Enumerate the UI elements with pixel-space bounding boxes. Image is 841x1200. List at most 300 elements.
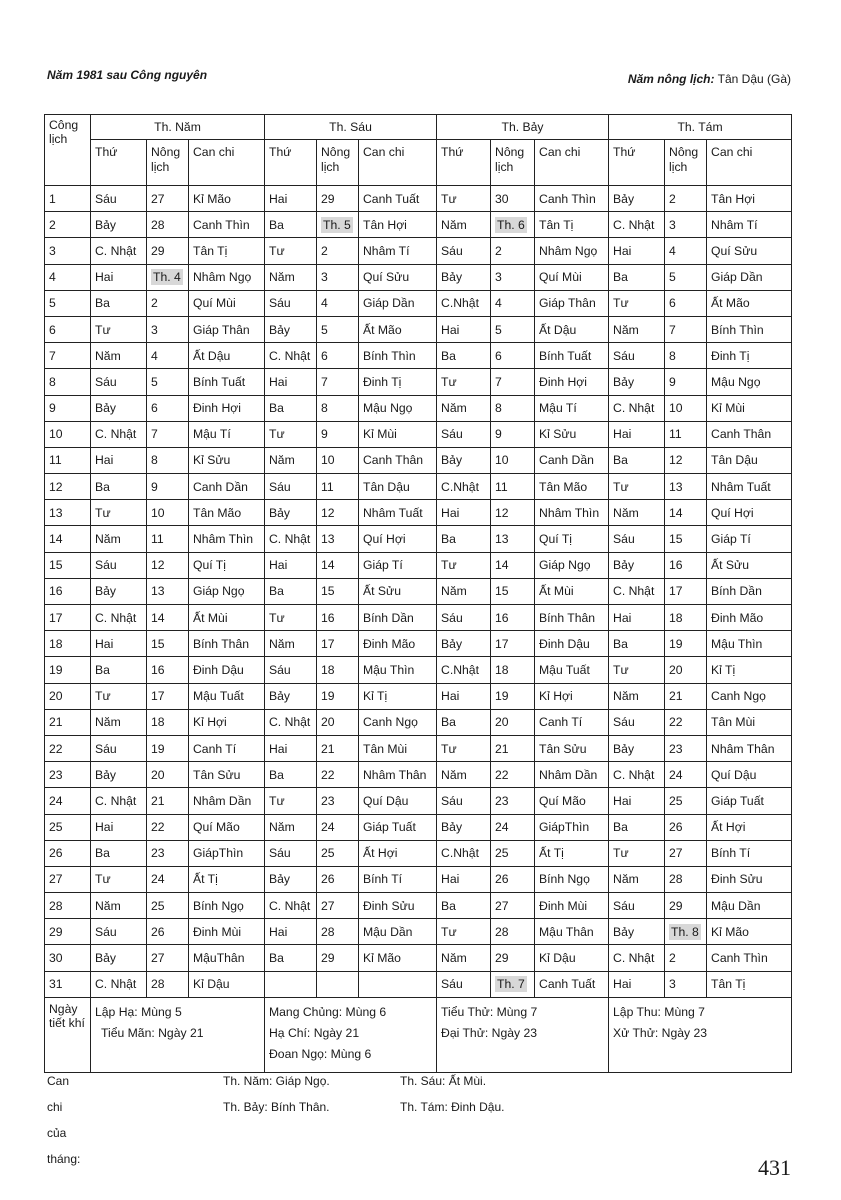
cell-lunar: 28 (317, 919, 359, 945)
tiet-khi-text: Đoan Ngọ: Mùng 6 (269, 1046, 372, 1061)
cell-lunar: 26 (317, 866, 359, 892)
tiet-khi-month-7 (437, 997, 609, 1072)
cell-weekday: Bảy (609, 186, 665, 212)
tiet-khi-month-5 (91, 997, 265, 1072)
cell-lunar: 2 (147, 290, 189, 316)
cell-lunar: 25 (665, 788, 707, 814)
cell-canchi: Ất Dậu (535, 316, 609, 342)
tiet-khi-label: Ngày tiết khí (45, 997, 91, 1072)
cell-canchi: Bính Tuất (535, 343, 609, 369)
cell-weekday: Bảy (265, 500, 317, 526)
cell-lunar: 24 (491, 814, 535, 840)
cell-lunar: 4 (665, 238, 707, 264)
tiet-khi-text: Tiểu Mãn: Ngày 21 (101, 1025, 204, 1040)
cell-day: 27 (45, 866, 91, 892)
cell-day: 28 (45, 893, 91, 919)
page-header-left: Năm 1981 sau Công nguyên (47, 68, 208, 82)
cell-weekday: Sáu (265, 474, 317, 500)
cell-lunar: 29 (491, 945, 535, 971)
cell-canchi: Mậu Tí (189, 421, 265, 447)
table-row (45, 866, 792, 892)
cell-weekday: Hai (609, 421, 665, 447)
cell-lunar: 11 (665, 421, 707, 447)
table-row (45, 840, 792, 866)
cell-day: 11 (45, 447, 91, 473)
cell-canchi: Giáp Ngọ (535, 552, 609, 578)
cell-weekday: Ba (437, 893, 491, 919)
cell-lunar: 25 (491, 840, 535, 866)
cell-day: 20 (45, 683, 91, 709)
cell-canchi: Tân Dậu (359, 474, 437, 500)
month-can-chi-label: Can chi của tháng: (47, 1074, 81, 1166)
cell-lunar: 24 (317, 814, 359, 840)
col-header-canchi: Can chi (189, 140, 265, 186)
cell-canchi: Tân Mùi (707, 709, 792, 735)
cell-canchi: Ất Mão (707, 290, 792, 316)
cell-lunar: 14 (147, 605, 189, 631)
table-row (45, 421, 792, 447)
cell-lunar: 7 (147, 421, 189, 447)
cell-lunar: 27 (317, 893, 359, 919)
cell-canchi: Giáp Thân (189, 316, 265, 342)
cell-canchi: MậuThân (189, 945, 265, 971)
cell-lunar: 29 (665, 893, 707, 919)
cell-day: 30 (45, 945, 91, 971)
cell-canchi: Mậu Tí (535, 395, 609, 421)
cell-lunar: 18 (491, 657, 535, 683)
cell-lunar: 9 (147, 474, 189, 500)
cell-lunar: 30 (491, 186, 535, 212)
table-row (45, 186, 792, 212)
table-row (45, 605, 792, 631)
cell-canchi: Canh Thìn (707, 945, 792, 971)
table-row (45, 657, 792, 683)
cell-canchi: Canh Dần (189, 474, 265, 500)
cell-canchi: Đinh Mùi (189, 919, 265, 945)
cell-lunar: 26 (491, 866, 535, 892)
cell-lunar: 10 (665, 395, 707, 421)
cell-canchi: Nhâm Tí (359, 238, 437, 264)
cell-canchi: Mậu Thân (535, 919, 609, 945)
cell-canchi: Đinh Sửu (707, 866, 792, 892)
cell-canchi (359, 971, 437, 997)
table-row (45, 552, 792, 578)
cell-lunar: 9 (317, 421, 359, 447)
cell-lunar: 15 (665, 526, 707, 552)
table-row (45, 709, 792, 735)
table-row (45, 343, 792, 369)
table-row (45, 316, 792, 342)
cell-canchi: Nhâm Thân (359, 762, 437, 788)
cell-weekday: Sáu (609, 526, 665, 552)
table-row (45, 447, 792, 473)
cell-lunar: 22 (147, 814, 189, 840)
cell-weekday: C. Nhật (609, 395, 665, 421)
cell-weekday: Hai (437, 683, 491, 709)
cell-lunar: 10 (317, 447, 359, 473)
cell-canchi: Nhâm Thân (707, 735, 792, 761)
cell-lunar: 5 (665, 264, 707, 290)
cell-canchi: Đinh Mùi (535, 893, 609, 919)
page-header-right (628, 72, 791, 86)
cell-weekday: Năm (91, 526, 147, 552)
cell-weekday: Năm (437, 212, 491, 238)
cell-lunar: 4 (317, 290, 359, 316)
cell-canchi: Giáp Tuất (707, 788, 792, 814)
calendar-table (44, 114, 792, 1073)
cell-day: 23 (45, 762, 91, 788)
cell-weekday: Hai (265, 369, 317, 395)
cell-weekday: Năm (437, 762, 491, 788)
cell-lunar: 13 (317, 526, 359, 552)
cell-canchi: Bính Tí (707, 840, 792, 866)
month-can-chi-7: Th. Bảy: Bính Thân. (223, 1100, 330, 1114)
cell-day: 12 (45, 474, 91, 500)
cell-lunar: 26 (147, 919, 189, 945)
cell-canchi: Bính Thân (189, 631, 265, 657)
cell-day: 6 (45, 316, 91, 342)
cell-weekday: Hai (265, 186, 317, 212)
cell-weekday: Bảy (91, 212, 147, 238)
cell-canchi: Bính Ngọ (189, 893, 265, 919)
cell-weekday: Năm (609, 866, 665, 892)
cell-weekday: Ba (265, 762, 317, 788)
cell-weekday: Sáu (609, 709, 665, 735)
tiet-khi-text: Lập Hạ: Mùng 5 (95, 1004, 182, 1019)
cell-weekday: Ba (265, 578, 317, 604)
cell-canchi: Quí Mùi (189, 290, 265, 316)
cell-lunar: 3 (665, 971, 707, 997)
cell-canchi: Đinh Sửu (359, 893, 437, 919)
cell-canchi: Mậu Tuất (189, 683, 265, 709)
cell-day: 7 (45, 343, 91, 369)
cell-weekday: Ba (91, 474, 147, 500)
table-row (45, 238, 792, 264)
cell-lunar: 17 (491, 631, 535, 657)
cell-lunar: 8 (317, 395, 359, 421)
cell-weekday: Năm (437, 578, 491, 604)
cell-lunar: 28 (147, 212, 189, 238)
cell-lunar: 22 (665, 709, 707, 735)
cell-canchi: Giáp Tí (707, 526, 792, 552)
cell-lunar: 7 (317, 369, 359, 395)
cell-canchi: Tân Dậu (707, 447, 792, 473)
cell-canchi: GiápThìn (535, 814, 609, 840)
cell-canchi: Bính Thìn (707, 316, 792, 342)
month-start-marker: Th. 8 (671, 924, 699, 939)
month-can-chi-8: Th. Tám: Đinh Dậu. (400, 1100, 505, 1114)
cell-day: 10 (45, 421, 91, 447)
cell-canchi: Canh Ngọ (707, 683, 792, 709)
cell-weekday: Tư (609, 290, 665, 316)
cell-weekday: Bảy (91, 395, 147, 421)
cell-lunar: 11 (147, 526, 189, 552)
col-header-weekday: Thứ (437, 140, 491, 186)
cell-weekday: Hai (91, 264, 147, 290)
cell-weekday: C. Nhật (91, 788, 147, 814)
cell-weekday: Tư (609, 657, 665, 683)
cell-weekday: C. Nhật (609, 762, 665, 788)
cell-lunar: 24 (665, 762, 707, 788)
cell-canchi: Kỉ Tị (707, 657, 792, 683)
cell-lunar: 14 (491, 552, 535, 578)
cell-canchi: Nhâm Tuất (707, 474, 792, 500)
cell-weekday: Tư (609, 840, 665, 866)
cell-canchi: Kỉ Dậu (189, 971, 265, 997)
cell-weekday: Ba (91, 290, 147, 316)
cell-canchi: Quí Mão (189, 814, 265, 840)
cell-day: 5 (45, 290, 91, 316)
cell-lunar: 2 (317, 238, 359, 264)
cell-lunar: 12 (147, 552, 189, 578)
cell-canchi: Ất Sửu (359, 578, 437, 604)
cell-weekday: Bảy (91, 945, 147, 971)
cell-weekday: Sáu (91, 919, 147, 945)
cell-lunar: 20 (491, 709, 535, 735)
cell-lunar: 25 (317, 840, 359, 866)
cell-lunar: 24 (147, 866, 189, 892)
cell-lunar: 8 (491, 395, 535, 421)
cell-weekday: Sáu (91, 552, 147, 578)
cell-weekday: C. Nhật (91, 238, 147, 264)
cell-lunar: 9 (491, 421, 535, 447)
cell-lunar: 3 (665, 212, 707, 238)
page-number: 431 (758, 1155, 791, 1180)
cell-weekday: C. Nhật (265, 526, 317, 552)
cell-weekday: Tư (437, 369, 491, 395)
table-row (45, 212, 792, 238)
col-header-canchi: Can chi (707, 140, 792, 186)
col-header-lunar: Nông lịch (147, 140, 189, 186)
cell-day: 17 (45, 605, 91, 631)
cell-lunar: 10 (147, 500, 189, 526)
col-header-weekday: Thứ (265, 140, 317, 186)
month-start-marker: Th. 5 (323, 217, 351, 232)
cell-day: 14 (45, 526, 91, 552)
cell-canchi: Tân Mùi (359, 735, 437, 761)
tiet-khi-text: Lập Thu: Mùng 7 (613, 1004, 705, 1019)
cell-lunar: 27 (147, 186, 189, 212)
cell-canchi: Đinh Hợi (535, 369, 609, 395)
cell-canchi: Bính Dần (359, 605, 437, 631)
cell-lunar: 16 (147, 657, 189, 683)
cell-canchi: Đinh Tị (359, 369, 437, 395)
cell-canchi: Kỉ Mùi (707, 395, 792, 421)
cell-weekday: Bảy (265, 866, 317, 892)
table-row (45, 290, 792, 316)
cell-weekday: Tư (91, 866, 147, 892)
cell-weekday: Ba (609, 264, 665, 290)
col-header-canchi: Can chi (359, 140, 437, 186)
cell-canchi: Giáp Dần (359, 290, 437, 316)
month-header-8: Th. Tám (609, 115, 792, 140)
cell-lunar: 29 (317, 945, 359, 971)
cell-lunar: 13 (147, 578, 189, 604)
cell-weekday: Năm (91, 709, 147, 735)
cell-canchi: Nhâm Ngọ (189, 264, 265, 290)
cell-day: 25 (45, 814, 91, 840)
cell-weekday: C. Nhật (609, 212, 665, 238)
cell-lunar: 19 (491, 683, 535, 709)
cell-canchi: Kỉ Sửu (535, 421, 609, 447)
cell-lunar: 10 (491, 447, 535, 473)
cell-weekday: Ba (609, 814, 665, 840)
cell-canchi: Tân Mão (189, 500, 265, 526)
cell-weekday: C. Nhật (91, 971, 147, 997)
cell-canchi: Kỉ Sửu (189, 447, 265, 473)
cell-lunar: 12 (317, 500, 359, 526)
cell-canchi: Tân Sửu (189, 762, 265, 788)
cell-lunar: 23 (317, 788, 359, 814)
cell-canchi: Ất Tị (189, 866, 265, 892)
cell-weekday: Tư (265, 238, 317, 264)
cell-weekday: Năm (437, 395, 491, 421)
cell-canchi: Tân Tị (189, 238, 265, 264)
cell-weekday: Sáu (265, 657, 317, 683)
cell-lunar: 20 (317, 709, 359, 735)
col-header-lunar: Nông lịch (491, 140, 535, 186)
cell-canchi: Nhâm Tí (707, 212, 792, 238)
cell-lunar: 29 (317, 186, 359, 212)
cell-canchi: Quí Dậu (707, 762, 792, 788)
cell-weekday: Ba (609, 631, 665, 657)
cell-canchi: Nhâm Dần (189, 788, 265, 814)
table-row (45, 474, 792, 500)
cell-weekday: Năm (609, 316, 665, 342)
cell-weekday: Tư (437, 552, 491, 578)
cell-weekday: Hai (91, 814, 147, 840)
cell-weekday: Tư (437, 186, 491, 212)
cell-lunar: 9 (665, 369, 707, 395)
cell-weekday: Hai (609, 605, 665, 631)
cell-lunar: 8 (147, 447, 189, 473)
cell-lunar: 5 (491, 316, 535, 342)
cell-weekday: Ba (609, 447, 665, 473)
cell-day: 8 (45, 369, 91, 395)
cell-weekday: Ba (437, 343, 491, 369)
cell-lunar: 3 (317, 264, 359, 290)
cell-weekday: Sáu (437, 421, 491, 447)
cell-canchi: Ất Sửu (707, 552, 792, 578)
cell-canchi: Ất Mùi (535, 578, 609, 604)
cell-day: 2 (45, 212, 91, 238)
tiet-khi-month-8 (609, 997, 792, 1072)
table-row (45, 369, 792, 395)
cell-canchi: Đinh Mão (707, 605, 792, 631)
cell-day: 18 (45, 631, 91, 657)
cell-weekday: Bảy (609, 552, 665, 578)
cell-weekday: C. Nhật (91, 605, 147, 631)
cell-weekday: Năm (265, 264, 317, 290)
cell-weekday: Năm (91, 343, 147, 369)
cell-weekday: Năm (265, 447, 317, 473)
cell-weekday: Bảy (91, 762, 147, 788)
cell-canchi: Canh Thân (359, 447, 437, 473)
cell-weekday: Bảy (437, 814, 491, 840)
cell-day: 16 (45, 578, 91, 604)
tiet-khi-text: Xử Thử: Ngày 23 (613, 1025, 708, 1040)
cell-lunar: 21 (665, 683, 707, 709)
cell-canchi: Kỉ Hợi (189, 709, 265, 735)
cell-day: 15 (45, 552, 91, 578)
cell-canchi: Canh Tuất (359, 186, 437, 212)
cell-lunar: 19 (317, 683, 359, 709)
cell-weekday: Năm (437, 945, 491, 971)
cell-canchi: GiápThìn (189, 840, 265, 866)
cell-lunar (317, 971, 359, 997)
cell-lunar: 21 (317, 735, 359, 761)
cell-canchi: Bính Dần (707, 578, 792, 604)
cell-weekday: Năm (265, 814, 317, 840)
cell-weekday: Bảy (265, 316, 317, 342)
cell-canchi: Mậu Ngọ (707, 369, 792, 395)
cell-canchi: Tân Hợi (707, 186, 792, 212)
cell-lunar: 23 (491, 788, 535, 814)
col-header-canchi: Can chi (535, 140, 609, 186)
cell-canchi: Ất Hợi (359, 840, 437, 866)
cell-weekday: Ba (265, 945, 317, 971)
cell-weekday: C. Nhật (265, 893, 317, 919)
table-row (45, 762, 792, 788)
cell-day: 22 (45, 735, 91, 761)
cell-canchi: Tân Mão (535, 474, 609, 500)
tiet-khi-text: Mang Chủng: Mùng 6 (269, 1004, 387, 1019)
cell-weekday: Sáu (609, 893, 665, 919)
cell-lunar: 16 (317, 605, 359, 631)
cell-weekday: Ba (91, 840, 147, 866)
cell-weekday: Ba (437, 526, 491, 552)
month-can-chi-5: Th. Năm: Giáp Ngọ. (223, 1074, 330, 1088)
cell-canchi: Canh Dần (535, 447, 609, 473)
cell-canchi: Canh Ngọ (359, 709, 437, 735)
cell-weekday: Năm (265, 631, 317, 657)
cell-canchi: Mậu Thìn (359, 657, 437, 683)
table-row (45, 578, 792, 604)
cell-canchi: Kỉ Mão (189, 186, 265, 212)
cell-lunar: 2 (491, 238, 535, 264)
cell-lunar: 5 (147, 369, 189, 395)
cell-weekday: C.Nhật (437, 290, 491, 316)
cell-canchi: Quí Tị (189, 552, 265, 578)
cell-weekday: Tư (265, 421, 317, 447)
cell-weekday: C. Nhật (265, 709, 317, 735)
cell-canchi: Tân Tị (707, 971, 792, 997)
cell-canchi: Ất Mùi (189, 605, 265, 631)
cell-weekday: C.Nhật (437, 840, 491, 866)
cell-weekday: Năm (91, 893, 147, 919)
cell-lunar: 7 (665, 316, 707, 342)
cell-weekday: Bảy (265, 683, 317, 709)
month-header-7: Th. Bảy (437, 115, 609, 140)
cell-weekday: Ba (265, 212, 317, 238)
cell-canchi: Đinh Tị (707, 343, 792, 369)
cell-lunar (665, 919, 707, 945)
cell-weekday: Hai (609, 788, 665, 814)
cell-weekday: C. Nhật (91, 421, 147, 447)
cell-weekday: Bảy (437, 631, 491, 657)
cell-lunar (491, 212, 535, 238)
cell-lunar: 14 (665, 500, 707, 526)
cell-lunar: 4 (491, 290, 535, 316)
table-row (45, 264, 792, 290)
cell-lunar: 2 (665, 186, 707, 212)
cell-canchi: Canh Tí (189, 735, 265, 761)
cell-lunar: 26 (665, 814, 707, 840)
tiet-khi-text: Hạ Chí: Ngày 21 (269, 1025, 360, 1040)
cell-canchi: Đinh Dậu (189, 657, 265, 683)
cell-weekday: Tư (437, 919, 491, 945)
cell-lunar (491, 971, 535, 997)
